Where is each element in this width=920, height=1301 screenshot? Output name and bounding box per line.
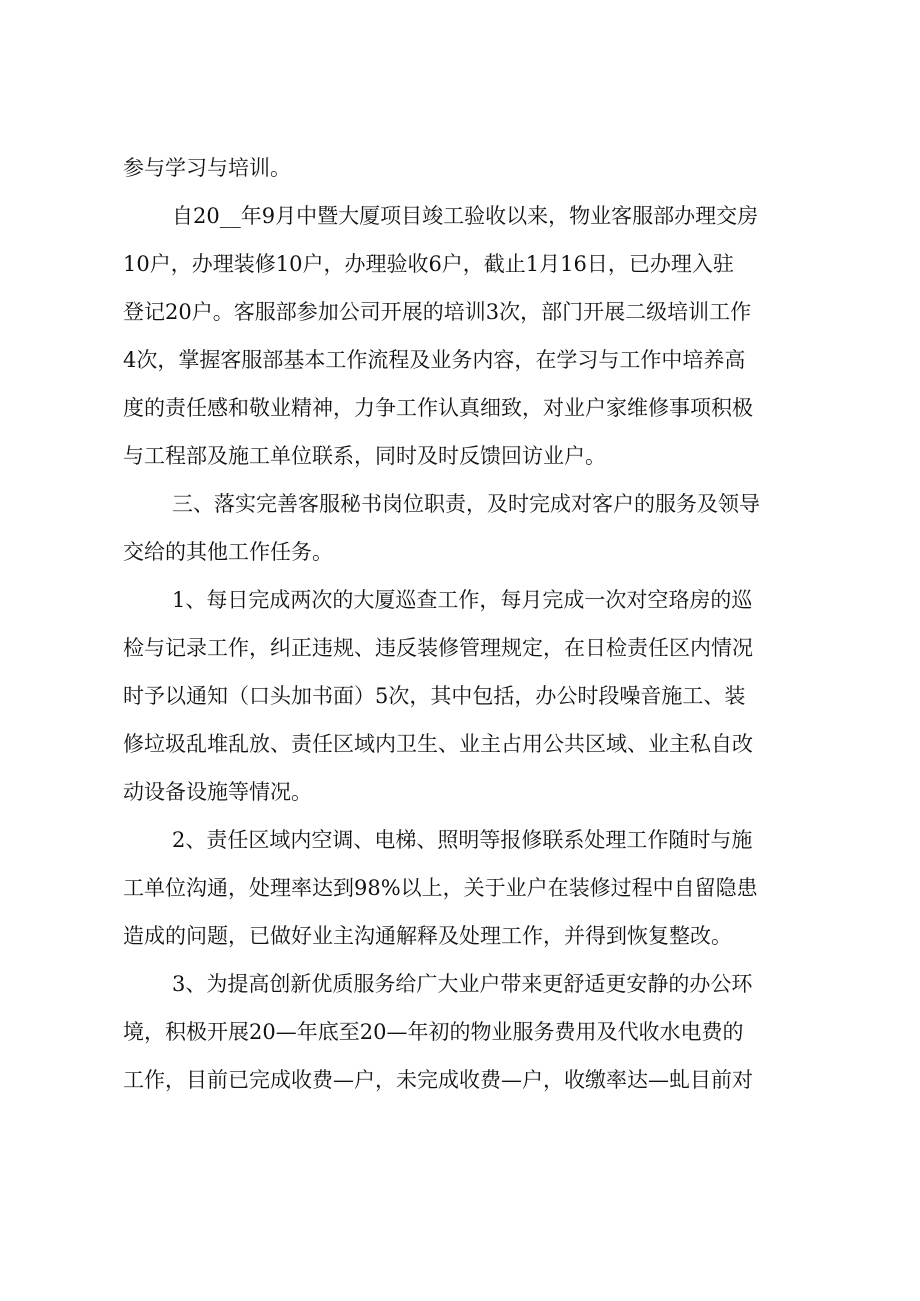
text-line: 动设备设施等情况。 [123,780,312,804]
text-line: 自20__年9月中暨大厦项目竣工验收以来，物业客服部办理交房 [172,204,759,228]
text-line: 造成的问题，已做好业主沟通解释及处理工作，并得到恢复整改。 [123,924,732,948]
list-item: 2、责任区域内空调、电梯、照明等报修联系处理工作随时与施 [172,828,753,852]
list-item: 1、每日完成两次的大厦巡查工作，每月完成一次对空珞房的巡 [172,588,753,612]
text-line: 交给的其他工作任务。 [123,540,333,564]
text-line: 境，积极开展20—年底至20—年初的物业服务费用及代收水电费的 [123,1020,744,1044]
text-line: 4次，掌握客服部基本工作流程及业务内容，在学习与工作中培养高 [123,348,746,372]
text-line: 参与学习与培训。 [123,156,291,180]
text-line: 工作，目前已完成收费—户，未完成收费—户，收缴率达—虬目前对 [123,1068,753,1092]
list-item: 3、为提高创新优质服务给广大业户带来更舒适更安静的办公环 [172,972,753,996]
text-line: 登记20户。客服部参加公司开展的培训3次，部门开展二级培训工作 [123,300,752,324]
text-line: 工单位沟通，处理率达到98%以上，关于业户在装修过程中自留隐患 [123,876,758,900]
text-line: 10户，办理装修10户，办理验收6户，截止1月16日，已办理入驻 [123,252,734,276]
text-line: 时予以通知（口头加书面）5次，其中包括，办公时段噪音施工、装 [123,684,746,708]
text-line: 度的责任感和敬业精神，力争工作认真细致，对业户家维修事项积极 [123,396,753,420]
text-line: 与工程部及施工单位联系，同时及时反馈回访业户。 [123,444,606,468]
text-line: 修垃圾乱堆乱放、责任区域内卫生、业主占用公共区域、业主私自改 [123,732,753,756]
section-heading: 三、落实完善客服秘书岗位职责，及时完成对客户的服务及领导 [172,492,760,516]
text-line: 检与记录工作，纠正违规、违反装修管理规定，在日检责任区内情况 [123,636,753,660]
